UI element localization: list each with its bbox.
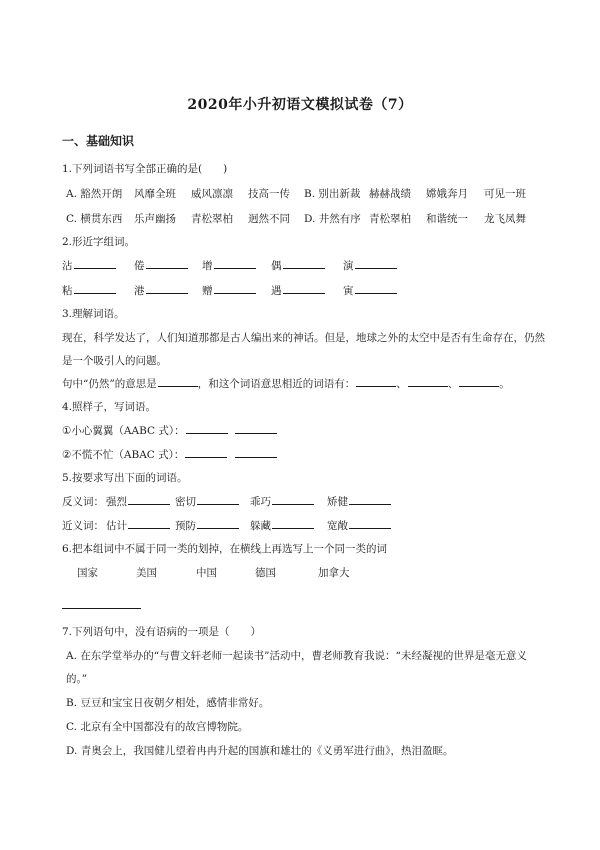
word: 和谐统一	[426, 213, 468, 225]
answer-blank[interactable]	[349, 494, 391, 505]
question-7-stem: 7.下列语句中，没有语病的一项是（ ）	[62, 626, 262, 638]
word[interactable]: 国家	[77, 567, 98, 579]
char: 寅	[343, 285, 354, 297]
char: 倦	[134, 260, 145, 272]
char: 遇	[271, 285, 282, 297]
option-c: C. 北京有全中国都没有的故宫博物院。	[66, 721, 249, 733]
prompt-text: 句中“仍然”的意思是	[62, 378, 157, 390]
option-d: D. 青奥会上，我国健儿望着冉冉升起的国旗和雄壮的《义勇军进行曲》，热泪盈眶。	[66, 745, 454, 757]
answer-blank[interactable]	[74, 283, 116, 294]
answer-blank[interactable]	[185, 447, 227, 458]
answer-blank[interactable]	[186, 423, 228, 434]
word: 密切	[175, 496, 196, 508]
word[interactable]: 加拿大	[318, 567, 350, 579]
option-a-line-2: 的。”	[66, 673, 88, 685]
passage-line-1: 现在，科学发达了，人们知道那都是古人编出来的神话。但是，地球之外的太空中是否有生命存在，仍然	[62, 332, 545, 344]
word: 乖巧	[250, 496, 271, 508]
punctuation: 。	[499, 378, 510, 390]
section-heading: 一、基础知识	[62, 134, 135, 148]
word: 迥然不同	[248, 213, 290, 225]
char: 演	[343, 260, 354, 272]
word: 威风凛凛	[191, 188, 233, 200]
question-4-item-2	[62, 447, 277, 462]
answer-blank[interactable]	[128, 518, 170, 529]
word: 龙飞凤舞	[484, 213, 526, 225]
item-marker: ②	[62, 449, 72, 461]
answer-blank[interactable]	[272, 518, 314, 529]
char: 赠	[202, 285, 213, 297]
answer-blank[interactable]	[356, 376, 396, 387]
word[interactable]: 德国	[255, 567, 276, 579]
word: 估计	[106, 520, 127, 532]
answer-blank[interactable]	[158, 376, 198, 387]
word: 强烈	[106, 496, 127, 508]
prompt-text: ，和这个词语意思相近的词语有：	[197, 378, 356, 390]
word: 宽敞	[327, 520, 348, 532]
word[interactable]: 中国	[196, 567, 217, 579]
option-a-line-1: A. 在东学堂举办的“与曹文轩老师一起读书”活动中，曹老师教育我说：“未经凝视的世界是毫无意义	[66, 650, 527, 662]
answer-blank[interactable]	[283, 258, 325, 269]
answer-blank[interactable]	[408, 376, 448, 387]
word[interactable]: 美国	[136, 567, 157, 579]
passage-line-2: 是一个吸引人的问题。	[62, 355, 167, 367]
word: 青松翠柏	[191, 213, 233, 225]
answer-line[interactable]	[62, 608, 141, 609]
punctuation: 、	[447, 378, 459, 390]
question-5-stem: 5.按要求写出下面的词语。	[62, 472, 188, 484]
question-6-stem: 6.把本组词中不属于同一类的划掉，在横线上再选写上一个同一类的词	[62, 543, 388, 555]
page-title: 2020年小升初语文模拟试卷（7）	[187, 97, 413, 113]
char: 粘	[62, 285, 73, 297]
row-label: 反义词：	[62, 496, 104, 508]
question-4-stem: 4.照样子，写词语。	[62, 401, 157, 413]
answer-blank[interactable]	[74, 258, 116, 269]
answer-blank[interactable]	[146, 258, 188, 269]
word: 青松翠柏	[369, 213, 411, 225]
question-3-prompt	[62, 376, 510, 391]
item-marker: ①	[62, 425, 72, 437]
word: 赫赫战绩	[369, 188, 411, 200]
char: 增	[202, 260, 213, 272]
option-a: A. 豁然开朗	[66, 188, 123, 200]
word: 嫦娥奔月	[426, 188, 468, 200]
question-4-item-1	[62, 423, 277, 438]
item-text: 不慌不忙（ABAC 式）：	[71, 449, 185, 461]
answer-blank[interactable]	[355, 283, 397, 294]
question-3-stem: 3.理解词语。	[62, 308, 125, 320]
char: 沾	[62, 260, 73, 272]
char: 偶	[271, 260, 282, 272]
word: 躲藏	[250, 520, 271, 532]
answer-blank[interactable]	[235, 423, 277, 434]
answer-blank[interactable]	[283, 283, 325, 294]
option-c: C. 横贯东西	[66, 213, 123, 225]
answer-blank[interactable]	[235, 447, 277, 458]
answer-blank[interactable]	[349, 518, 391, 529]
question-2-stem: 2.形近字组词。	[62, 236, 136, 248]
answer-blank[interactable]	[128, 494, 170, 505]
item-text: 小心翼翼（AABC 式）：	[71, 425, 185, 437]
option-d: D. 井然有序	[304, 213, 361, 225]
answer-blank[interactable]	[214, 258, 256, 269]
question-1-stem: 1.下列词语书写全部正确的是( )	[62, 163, 228, 175]
answer-blank[interactable]	[197, 518, 239, 529]
row-label: 近义词：	[62, 520, 104, 532]
word: 风靡全班	[134, 188, 176, 200]
option-b: B. 别出新裁	[304, 188, 361, 200]
word: 预防	[175, 520, 196, 532]
answer-blank[interactable]	[355, 258, 397, 269]
word: 技高一传	[248, 188, 290, 200]
word: 矫健	[327, 496, 348, 508]
option-b: B. 豆豆和宝宝日夜朝夕相处，感情非常好。	[66, 697, 270, 709]
answer-blank[interactable]	[459, 376, 499, 387]
answer-blank[interactable]	[197, 494, 239, 505]
punctuation: 、	[396, 378, 407, 390]
answer-blank[interactable]	[214, 283, 256, 294]
char: 港	[134, 285, 145, 297]
word: 可见一班	[484, 188, 526, 200]
word: 乐声幽扬	[134, 213, 176, 225]
answer-blank[interactable]	[272, 494, 314, 505]
answer-blank[interactable]	[146, 283, 188, 294]
